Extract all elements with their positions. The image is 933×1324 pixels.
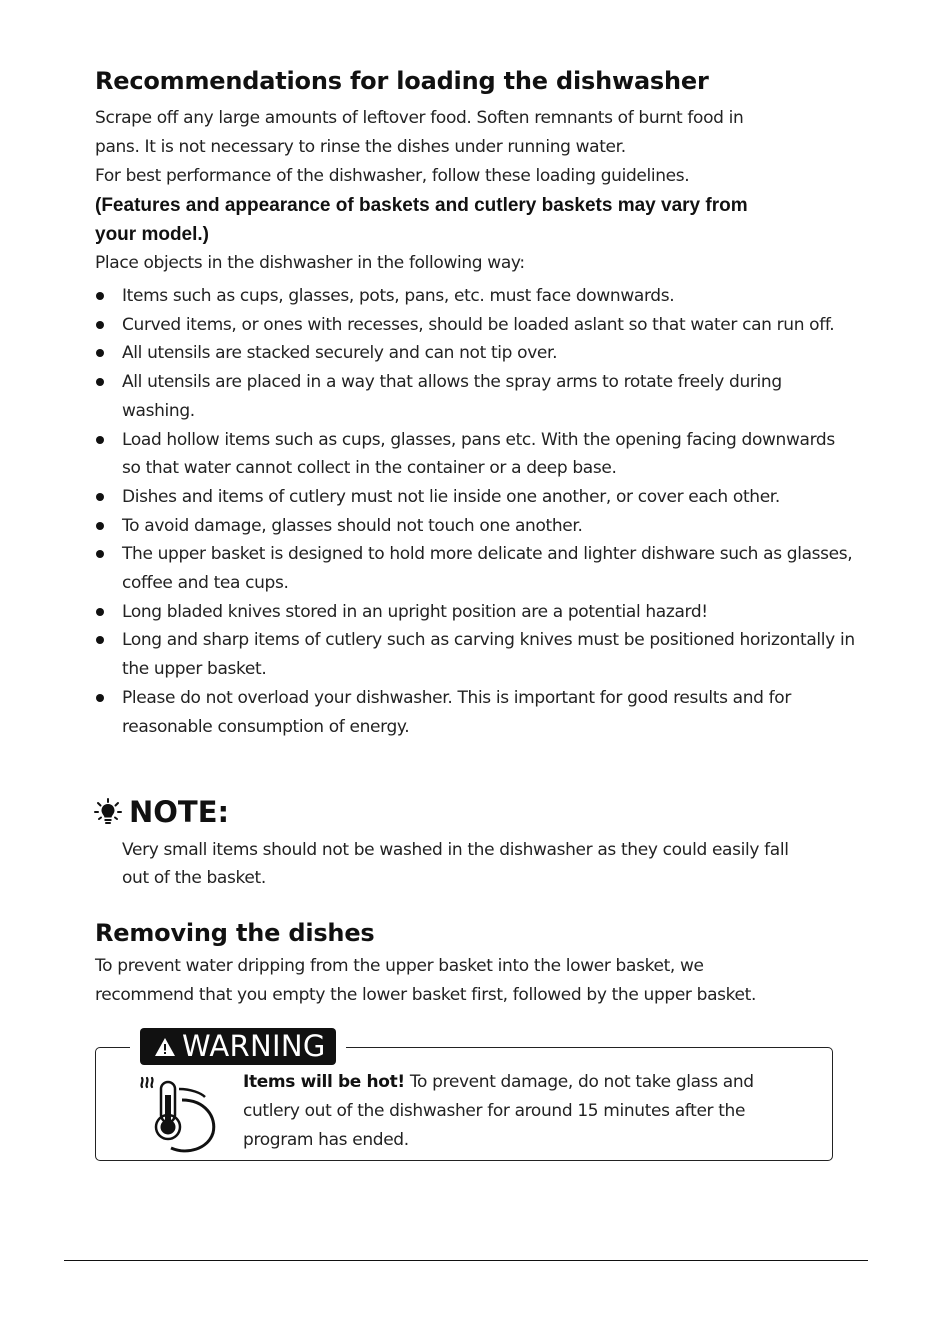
paragraph-line: Scrape off any large amounts of leftover food. Soften remnants of burnt food in (95, 108, 744, 128)
list-item: The upper basket is designed to hold more delicate and lighter dishware such as glasses, coffee and tea cups. (95, 540, 855, 597)
warning-text (243, 1068, 803, 1155)
note-text: out of the basket. (122, 868, 266, 888)
model-variation-note: (Features and appearance of baskets and cutlery baskets may vary from (95, 195, 748, 216)
bullet-icon (96, 608, 104, 616)
note-text: Very small items should not be washed in the dishwasher as they could easily fall (122, 840, 789, 860)
loading-guidelines-list (95, 282, 855, 741)
warning-badge (130, 1028, 346, 1065)
warning-label: WARNING (182, 1029, 326, 1063)
bullet-icon (96, 493, 104, 501)
bullet-icon (96, 522, 104, 530)
model-variation-note: your model.) (95, 224, 210, 245)
section-title-removing: Removing the dishes (95, 919, 375, 947)
warning-bold-lead: Items will be hot! (243, 1072, 405, 1092)
bullet-icon (96, 550, 104, 558)
bullet-icon (96, 292, 104, 300)
section-title-loading: Recommendations for loading the dishwasher (95, 67, 709, 95)
list-item: Dishes and items of cutlery must not lie inside one another, or cover each other. (95, 483, 855, 512)
bullet-icon (96, 349, 104, 357)
paragraph-line: recommend that you empty the lower basket first, followed by the upper basket. (95, 985, 757, 1005)
hot-surface-icon (135, 1075, 225, 1155)
warning-triangle-icon (154, 1037, 176, 1057)
note-heading (93, 792, 229, 832)
list-item: Please do not overload your dishwasher. This is important for good results and for reasonable consumption of energy. (95, 684, 855, 741)
list-item: All utensils are placed in a way that allows the spray arms to rotate freely during washing. (95, 368, 855, 425)
bullets-intro: Place objects in the dishwasher in the following way: (95, 253, 525, 273)
list-item: Long bladed knives stored in an upright position are a potential hazard! (95, 598, 855, 627)
bullet-icon (96, 321, 104, 329)
list-item: All utensils are stacked securely and can not tip over. (95, 339, 855, 368)
list-item: Load hollow items such as cups, glasses, pans etc. With the opening facing downwards so that water cannot collect in the container or a deep base. (95, 426, 855, 483)
note-label: NOTE: (129, 795, 230, 829)
warning-body: To prevent damage, do not take glass and cutlery out of the dishwasher for around 15 minutes after the program has ended. (243, 1072, 754, 1150)
lightbulb-icon (93, 797, 123, 827)
paragraph-line: pans. It is not necessary to rinse the dishes under running water. (95, 137, 626, 157)
bullet-icon (96, 636, 104, 644)
bullet-icon (96, 378, 104, 386)
bullet-icon (96, 436, 104, 444)
list-item: Long and sharp items of cutlery such as carving knives must be positioned horizontally in the upper basket. (95, 626, 855, 683)
paragraph-line: To prevent water dripping from the upper basket into the lower basket, we (95, 956, 704, 976)
footer-divider (64, 1260, 868, 1261)
list-item: Items such as cups, glasses, pots, pans, etc. must face downwards. (95, 282, 855, 311)
bullet-icon (96, 694, 104, 702)
paragraph-line: For best performance of the dishwasher, follow these loading guidelines. (95, 166, 690, 186)
list-item: To avoid damage, glasses should not touch one another. (95, 512, 855, 541)
list-item: Curved items, or ones with recesses, should be loaded aslant so that water can run off. (95, 311, 855, 340)
